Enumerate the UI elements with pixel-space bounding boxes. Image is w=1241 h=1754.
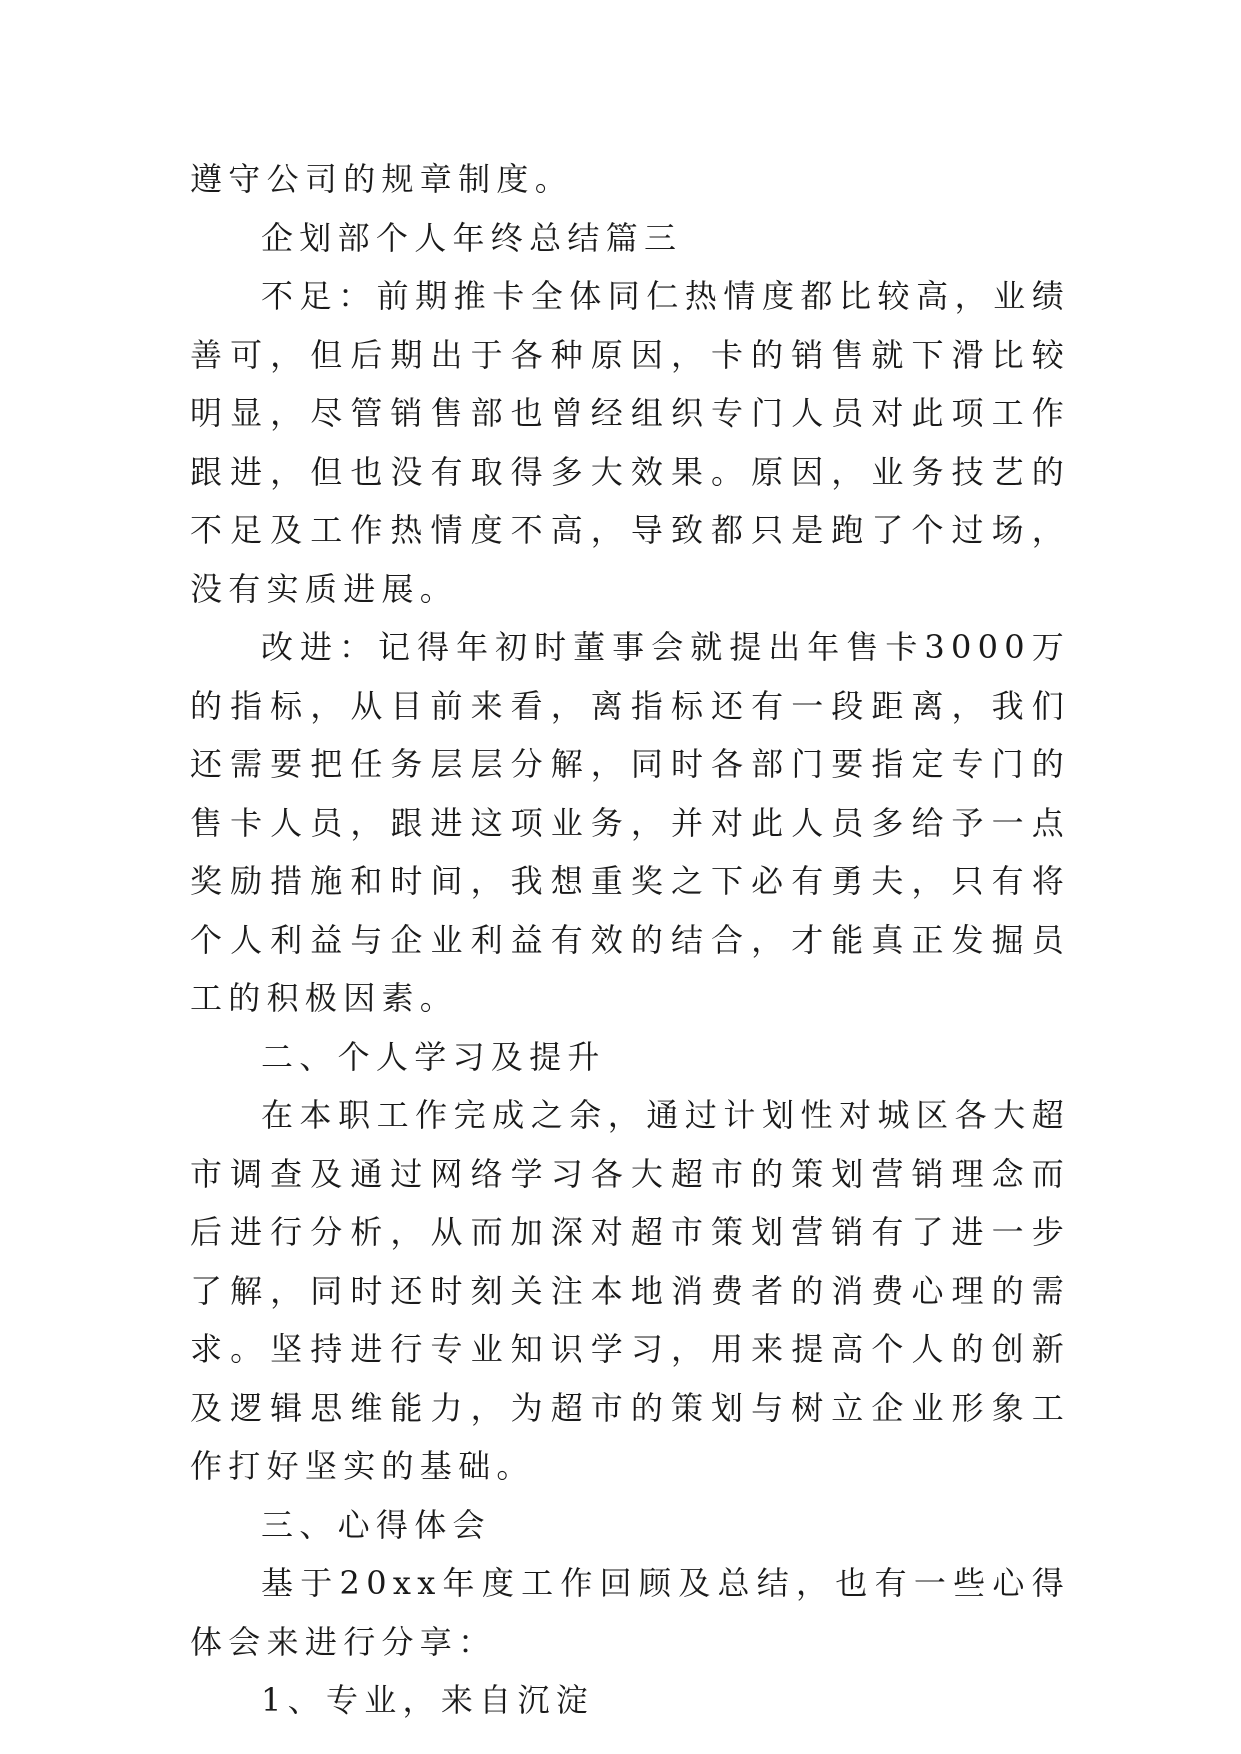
section-title: 企划部个人年终总结篇三 — [261, 218, 683, 257]
document-body — [190, 150, 1070, 1730]
paragraph-continuation: 遵守公司的规章制度。 — [190, 160, 574, 198]
heading-personal-learning: 二、个人学习及提升 — [261, 1037, 606, 1076]
list-item-professional: 1、专业，来自沉淀 — [261, 1681, 595, 1719]
heading-experience: 三、心得体会 — [261, 1505, 491, 1544]
paragraph-experience-intro: 基于20xx年度工作回顾及总结，也有一些心得体会来进行分享： — [190, 1564, 1070, 1661]
paragraph-improvements: 改进：记得年初时董事会就提出年售卡3000万的指标，从目前来看，离指标还有一段距离，我们还需要把任务层层分解，同时各部门要指定专门的售卡人员，跟进这项业务，并对此人员多给予一点奖励措施和时间，我想重奖之下必有勇夫，只有将个人利益与企业利益有效的结合，才能真正发掘员工的积极因素。 — [190, 628, 1070, 1017]
paragraph-shortcomings: 不足：前期推卡全体同仁热情度都比较高，业绩善可，但后期出于各种原因，卡的销售就下滑比较明显，尽管销售部也曾经组织专门人员对此项工作跟进，但也没有取得多大效果。原因，业务技艺的不足及工作热情度不高，导致都只是跑了个过场，没有实质进展。 — [190, 277, 1070, 608]
paragraph-personal-learning: 在本职工作完成之余，通过计划性对城区各大超市调查及通过网络学习各大超市的策划营销理念而后进行分析，从而加深对超市策划营销有了进一步了解，同时还时刻关注本地消费者的消费心理的需求。坚持进行专业知识学习，用来提高个人的创新及逻辑思维能力，为超市的策划与树立企业形象工作打好坚实的基础。 — [190, 1096, 1070, 1485]
